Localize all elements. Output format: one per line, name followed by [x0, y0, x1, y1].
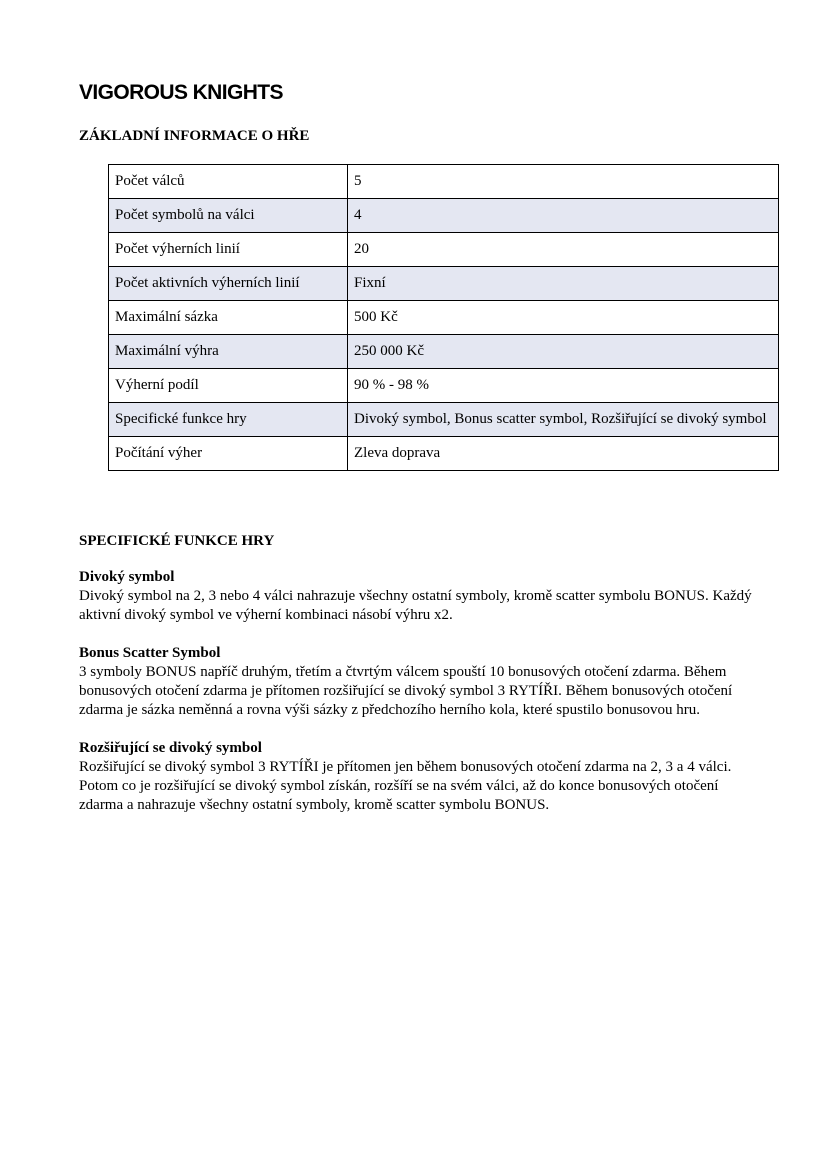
table-row	[109, 267, 779, 301]
row-value: Fixní	[348, 267, 779, 301]
feature-title: Rozšiřující se divoký symbol	[79, 740, 262, 756]
table-row	[109, 199, 779, 233]
row-label: Počet válců	[109, 165, 348, 199]
row-label: Počet výherních linií	[109, 233, 348, 267]
feature-text: Divoký symbol na 2, 3 nebo 4 válci nahrazuje všechny ostatní symboly, kromě scatter symbolu BONUS. Každý aktivní divoký symbol ve výherní kombinaci násobí výhru x2.	[79, 588, 752, 623]
basic-info-table	[108, 164, 779, 471]
feature-title: Divoký symbol	[79, 569, 175, 585]
row-value: 20	[348, 233, 779, 267]
table-row	[109, 301, 779, 335]
table-row	[109, 403, 779, 437]
basic-info-heading: ZÁKLADNÍ INFORMACE O HŘE	[79, 128, 310, 144]
feature-bonus-scatter	[79, 644, 759, 720]
feature-title: Bonus Scatter Symbol	[79, 645, 221, 661]
feature-expanding-wild	[79, 739, 759, 815]
features-list	[79, 568, 759, 834]
row-label: Počet aktivních výherních linií	[109, 267, 348, 301]
row-value: 500 Kč	[348, 301, 779, 335]
row-label: Počítání výher	[109, 437, 348, 471]
feature-text: Rozšiřující se divoký symbol 3 RYTÍŘI je přítomen jen během bonusových otočení zdarma na 2, 3 a 4 válci. Potom co je rozšiřující se divoký symbol získán, rozšíří se na svém válci, až do konce bonusových otočení zdarma a nahrazuje všechny ostatní symboly, kromě scatter symbolu BONUS.	[79, 759, 732, 813]
feature-text: 3 symboly BONUS napříč druhým, třetím a čtvrtým válcem spouští 10 bonusových otočení zdarma. Během bonusových otočení zdarma je přítomen rozšiřující se divoký symbol 3 RYTÍŘI. Během bonusových otočení zdarma je sázka neměnná a rovna výši sázky z předchozího herního kola, které spustilo bonusovou hru.	[79, 664, 733, 718]
feature-wild-symbol	[79, 568, 759, 625]
row-value: 5	[348, 165, 779, 199]
row-value: 250 000 Kč	[348, 335, 779, 369]
table-row	[109, 233, 779, 267]
row-label: Specifické funkce hry	[109, 403, 348, 437]
row-value: Divoký symbol, Bonus scatter symbol, Rozšiřující se divoký symbol	[348, 403, 779, 437]
row-label: Maximální sázka	[109, 301, 348, 335]
table-row	[109, 437, 779, 471]
row-value: Zleva doprava	[348, 437, 779, 471]
row-label: Maximální výhra	[109, 335, 348, 369]
row-value: 90 % - 98 %	[348, 369, 779, 403]
features-heading: SPECIFICKÉ FUNKCE HRY	[79, 533, 275, 549]
row-label: Výherní podíl	[109, 369, 348, 403]
page-title: VIGOROUS KNIGHTS	[79, 81, 283, 104]
table-row	[109, 165, 779, 199]
table-row	[109, 335, 779, 369]
table-row	[109, 369, 779, 403]
row-value: 4	[348, 199, 779, 233]
row-label: Počet symbolů na válci	[109, 199, 348, 233]
